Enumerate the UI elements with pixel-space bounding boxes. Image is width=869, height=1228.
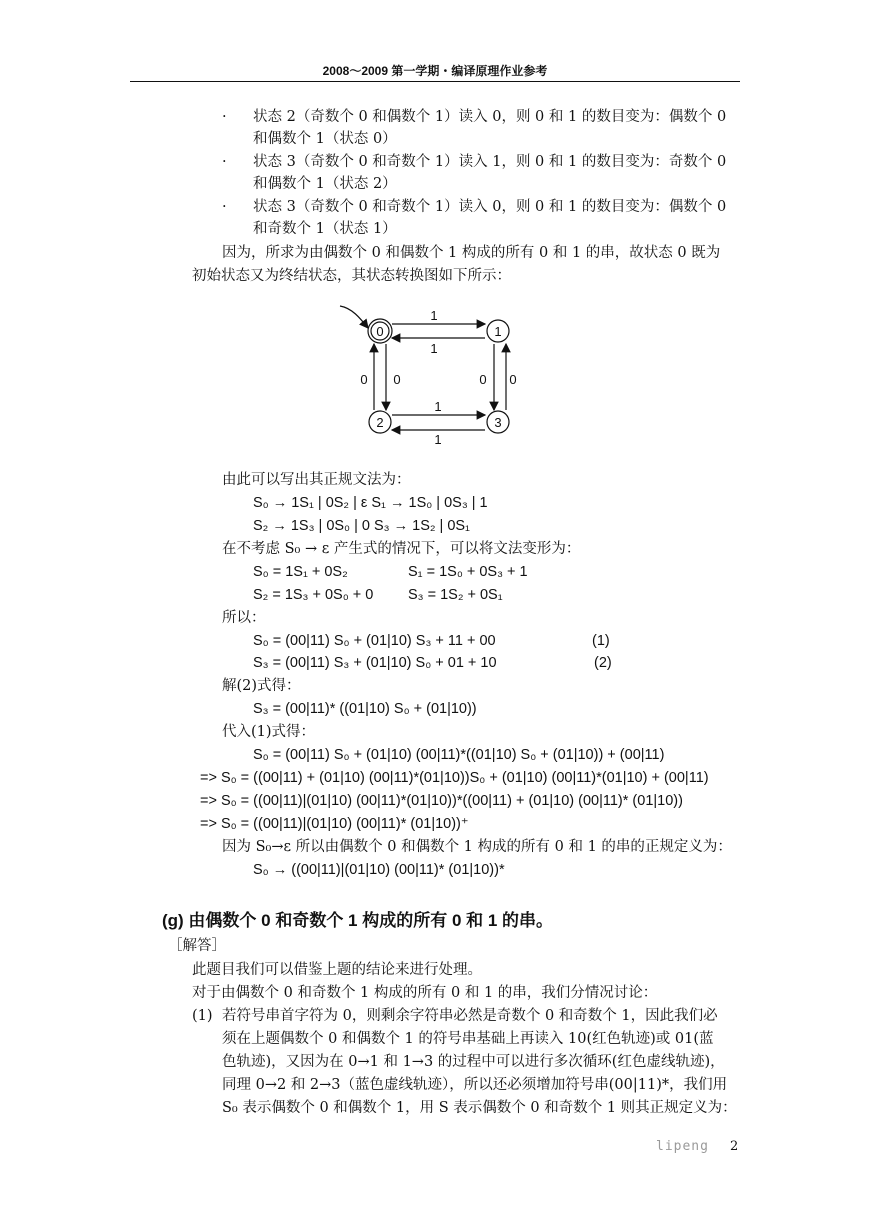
state-2-label: 2 (376, 415, 384, 430)
equation: S₃ = (00|11) S₃ + (01|10) S₀ + 01 + 10 (253, 655, 497, 671)
derivation: => S₀ = ((00|11)|(01|10) (00|11)*(01|10))*((00|11) + (01|10) (00|11)* (01|10)) (200, 793, 683, 809)
derivation: => S₀ = ((00|11)|(01|10) (00|11)* (01|10))⁺ (200, 816, 469, 832)
state-3-label: 3 (494, 415, 502, 430)
bullet-text: 和奇数个 1（状态 1） (253, 221, 397, 237)
so-label: 所以： (222, 610, 266, 626)
edge-label: 1 (430, 341, 438, 356)
solve-label: 解(2)式得： (222, 678, 301, 694)
equation: S₁ = 1S₀ + 0S₃ + 1 (408, 564, 528, 580)
derivation: => S₀ = ((00|11) + (01|10) (00|11)*(01|10))S₀ + (01|10) (00|11)*(01|10) + (00|11) (200, 770, 709, 786)
item-line: 同理 0→2 和 2→3（蓝色虚线轨迹），所以还必须增加符号串(00|11)*，我们用 (222, 1077, 728, 1093)
equation: S₀ = 1S₁ + 0S₂ (253, 564, 348, 580)
equation: S₃ = (00|11)* ((01|10) S₀ + (01|10)) (253, 701, 477, 717)
equation: S₀ = (00|11) S₀ + (01|10) S₃ + 11 + 00 (253, 633, 496, 649)
edge-label: 0 (509, 372, 517, 387)
edge-label: 1 (434, 432, 442, 447)
equation: S₃ = 1S₂ + 0S₁ (408, 587, 503, 603)
derivation: S₀ = (00|11) S₀ + (01|10) (00|11)*((01|10) S₀ + (01|10)) + (00|11) (253, 747, 665, 763)
section-heading: (g) 由偶数个 0 和奇数个 1 构成的所有 0 和 1 的串。 (162, 911, 554, 930)
page-number: 2 (730, 1139, 739, 1154)
header-rule (130, 81, 740, 82)
edge-label: 1 (434, 399, 442, 414)
item-line: 色轨迹)，又因为在 0→1 和 1→3 的过程中可以进行多次循环(红色虚线轨迹)， (222, 1054, 725, 1070)
bullet-marker: · (222, 199, 227, 215)
substitute-label: 代入(1)式得： (222, 724, 316, 740)
bullet-text: 状态 2（奇数个 0 和偶数个 1）读入 0，则 0 和 1 的数目变为：偶数个 0 (253, 109, 727, 125)
paragraph: 因为，所求为由偶数个 0 和偶数个 1 构成的所有 0 和 1 的串，故状态 0 既为 (222, 245, 721, 261)
edge-label: 0 (393, 372, 401, 387)
answer-tag: ［解答］ (168, 938, 226, 954)
paragraph: 对于由偶数个 0 和奇数个 1 构成的所有 0 和 1 的串，我们分情况讨论： (192, 985, 658, 1001)
bullet-marker: · (222, 154, 227, 170)
item-line: 若符号串首字符为 0，则剩余字符串必然是奇数个 0 和奇数个 1，因此我们必 (222, 1008, 718, 1024)
bullet-text: 和偶数个 1（状态 0） (253, 131, 397, 147)
final-definition: S₀ → ((00|11)|(01|10) (00|11)* (01|10))* (253, 862, 505, 878)
paragraph: 初始状态又为终结状态，其状态转换图如下所示： (192, 268, 511, 284)
bullet-text: 和偶数个 1（状态 2） (253, 176, 397, 192)
grammar-rule: S₀ → 1S₁ | 0S₂ | ε S₁ → 1S₀ | 0S₃ | 1 (253, 495, 488, 511)
equation-number: (1) (592, 633, 610, 649)
footer-author: lipeng (656, 1139, 709, 1154)
bullet-marker: · (222, 109, 227, 125)
item-line: 须在上题偶数个 0 和偶数个 1 的符号串基础上再读入 10(红色轨迹)或 01(蓝 (222, 1031, 714, 1047)
transform-intro: 在不考虑 S₀ → ε 产生式的情况下，可以将文法变形为： (222, 541, 581, 557)
equation-number: (2) (594, 655, 612, 671)
edge-label: 0 (479, 372, 487, 387)
bullet-text: 状态 3（奇数个 0 和奇数个 1）读入 1，则 0 和 1 的数目变为：奇数个 0 (253, 154, 727, 170)
paragraph: 此题目我们可以借鉴上题的结论来进行处理。 (192, 962, 482, 978)
item-line: S₀ 表示偶数个 0 和偶数个 1，用 S 表示偶数个 0 和奇数个 1 则其正规定义为： (222, 1100, 737, 1116)
item-number: (1) (192, 1008, 213, 1024)
edge-label: 1 (430, 308, 438, 323)
grammar-intro: 由此可以写出其正规文法为： (222, 472, 411, 488)
start-arrow (340, 306, 368, 328)
grammar-rule: S₂ → 1S₃ | 0S₀ | 0 S₃ → 1S₂ | 0S₁ (253, 518, 470, 534)
edge-label: 0 (360, 372, 368, 387)
state-diagram (330, 298, 530, 448)
bullet-text: 状态 3（奇数个 0 和奇数个 1）读入 0，则 0 和 1 的数目变为：偶数个 0 (253, 199, 727, 215)
state-1-label: 1 (494, 324, 502, 339)
page-header: 2008～2009 第一学期・编译原理作业参考 (322, 64, 548, 78)
state-0-label: 0 (376, 324, 384, 339)
equation: S₂ = 1S₃ + 0S₀ + 0 (253, 587, 374, 603)
conclusion: 因为 S₀→ε 所以由偶数个 0 和偶数个 1 构成的所有 0 和 1 的串的正规定义为： (222, 839, 732, 855)
